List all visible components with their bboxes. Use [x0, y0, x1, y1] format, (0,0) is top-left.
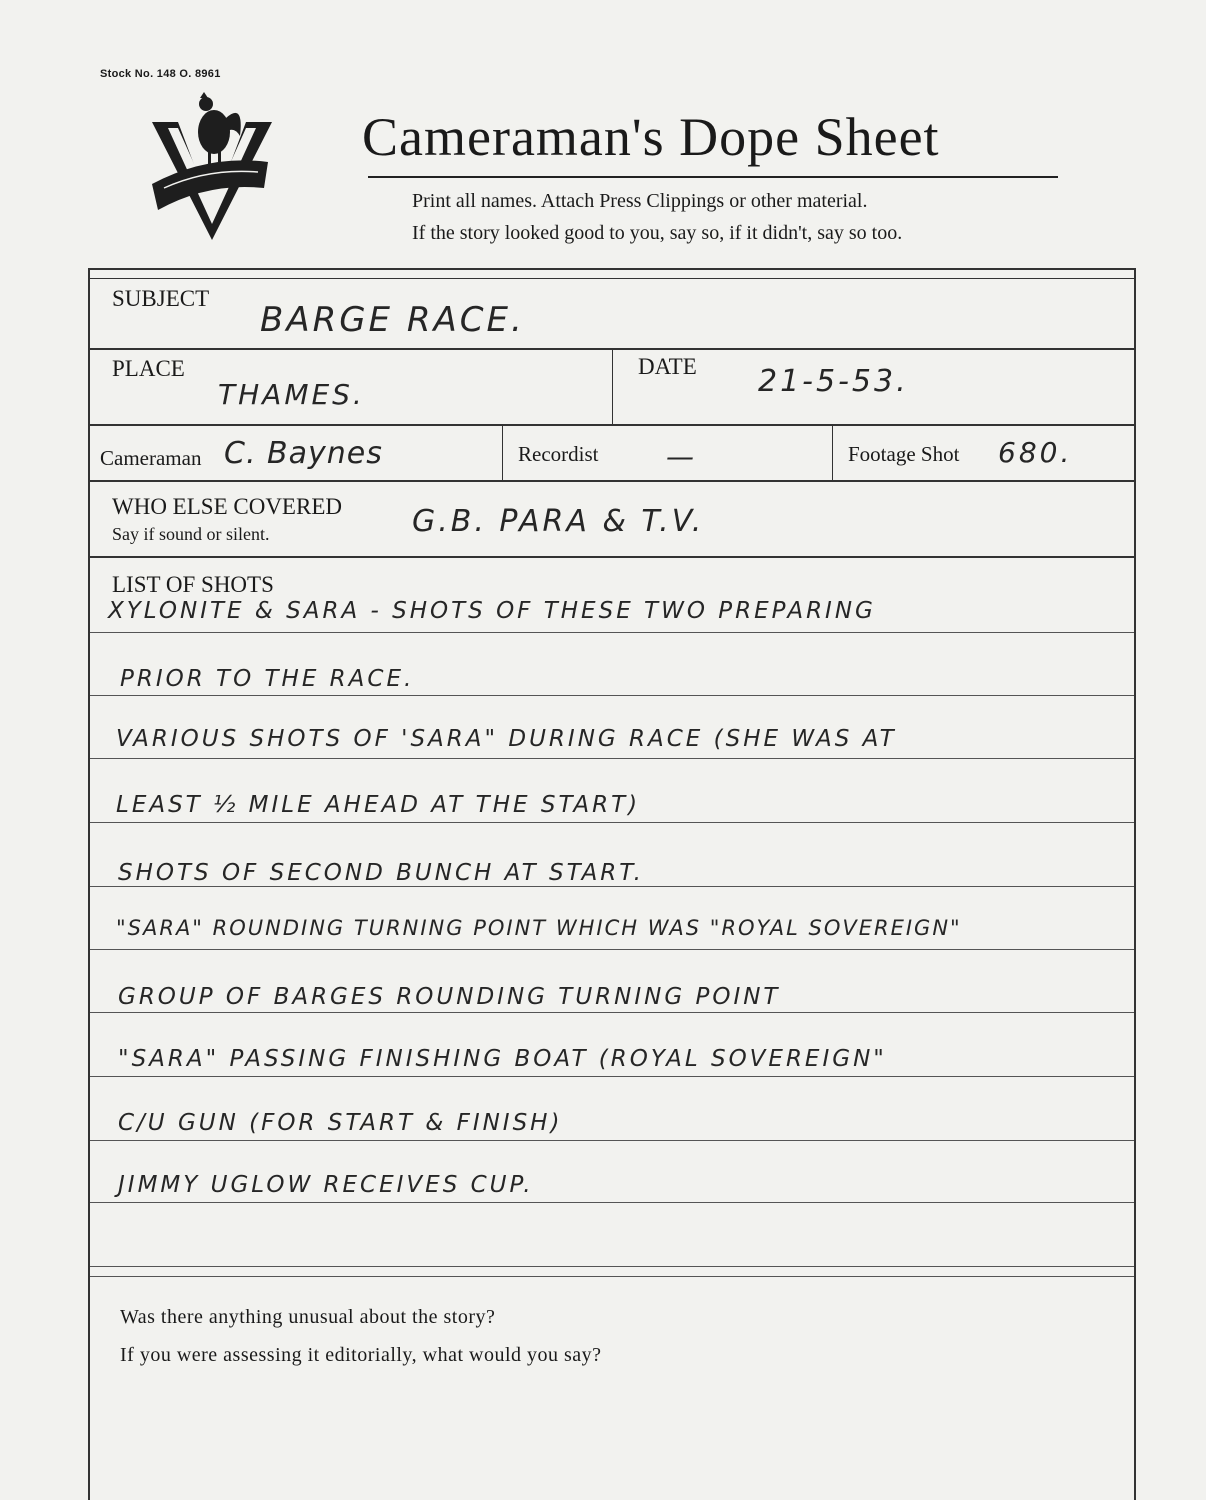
recordist-footage-divider	[832, 424, 833, 480]
subject-label: SUBJECT	[112, 286, 210, 311]
who-else-bottom-rule	[90, 556, 1134, 558]
cameraman-value: C. Baynes	[224, 436, 383, 471]
date-label: DATE	[638, 354, 697, 379]
shot-line: VARIOUS SHOTS OF 'SARA" DURING RACE (SHE WAS AT	[116, 726, 897, 752]
shot-line: PRIOR TO THE RACE.	[120, 666, 415, 692]
instruction-line-2: If the story looked good to you, say so, if it didn't, say so too.	[412, 222, 903, 244]
shot-line: LEAST ½ MILE AHEAD AT THE START)	[116, 792, 641, 818]
shot-rule	[90, 949, 1134, 950]
stock-number: Stock No. 148 O. 8961	[100, 68, 221, 80]
recordist-label: Recordist	[518, 442, 599, 466]
recordist-value: —	[666, 440, 697, 473]
shot-rule	[90, 1266, 1134, 1267]
who-else-covered-label: WHO ELSE COVERED	[112, 494, 342, 519]
question-unusual: Was there anything unusual about the story?	[120, 1306, 496, 1328]
list-of-shots-label: LIST OF SHOTS	[112, 572, 274, 597]
shot-rule	[90, 695, 1134, 696]
place-bottom-rule	[90, 424, 1134, 426]
shot-rule	[90, 758, 1134, 759]
subject-value: BARGE RACE.	[260, 300, 525, 340]
page-title: Cameraman's Dope Sheet	[362, 107, 940, 167]
cameraman-label: Cameraman	[100, 446, 202, 470]
shot-line: GROUP OF BARGES ROUNDING TURNING POINT	[118, 984, 781, 1010]
shot-rule	[90, 1012, 1134, 1013]
title-underline	[368, 176, 1058, 178]
shot-rule	[90, 632, 1134, 633]
shot-rule	[90, 1076, 1134, 1077]
rooster-logo-icon	[148, 92, 276, 242]
place-label: PLACE	[112, 356, 185, 381]
who-else-covered-value: G.B. PARA & T.V.	[412, 504, 705, 539]
dope-sheet-form	[88, 268, 1136, 1500]
shot-line: "SARA" PASSING FINISHING BOAT (ROYAL SOVEREIGN"	[118, 1046, 887, 1072]
question-editorial: If you were assessing it editorially, what would you say?	[120, 1344, 602, 1366]
place-date-divider	[612, 348, 613, 424]
footage-shot-value: 680.	[998, 436, 1073, 469]
instruction-line-1: Print all names. Attach Press Clippings or other material.	[412, 190, 868, 212]
questions-top-rule	[90, 1276, 1134, 1277]
shot-rule	[90, 1202, 1134, 1203]
shot-rule	[90, 822, 1134, 823]
place-value: THAMES.	[218, 378, 365, 411]
shot-line: JIMMY UGLOW RECEIVES CUP.	[118, 1172, 534, 1198]
shot-line: XYLONITE & SARA - SHOTS OF THESE TWO PREPARING	[108, 598, 876, 624]
shot-line: "SARA" ROUNDING TURNING POINT WHICH WAS "ROYAL SOVEREIGN"	[116, 916, 962, 940]
footage-shot-label: Footage Shot	[848, 442, 960, 466]
who-else-note: Say if sound or silent.	[112, 524, 270, 544]
cameraman-bottom-rule	[90, 480, 1134, 482]
shot-rule	[90, 886, 1134, 887]
shot-line: SHOTS OF SECOND BUNCH AT START.	[118, 860, 644, 886]
shot-line: C/U GUN (FOR START & FINISH)	[118, 1110, 563, 1136]
cameraman-recordist-divider	[502, 424, 503, 480]
date-value: 21-5-53.	[758, 364, 909, 399]
top-double-rule	[90, 278, 1134, 279]
shot-rule	[90, 1140, 1134, 1141]
pathe-logo	[148, 92, 276, 242]
